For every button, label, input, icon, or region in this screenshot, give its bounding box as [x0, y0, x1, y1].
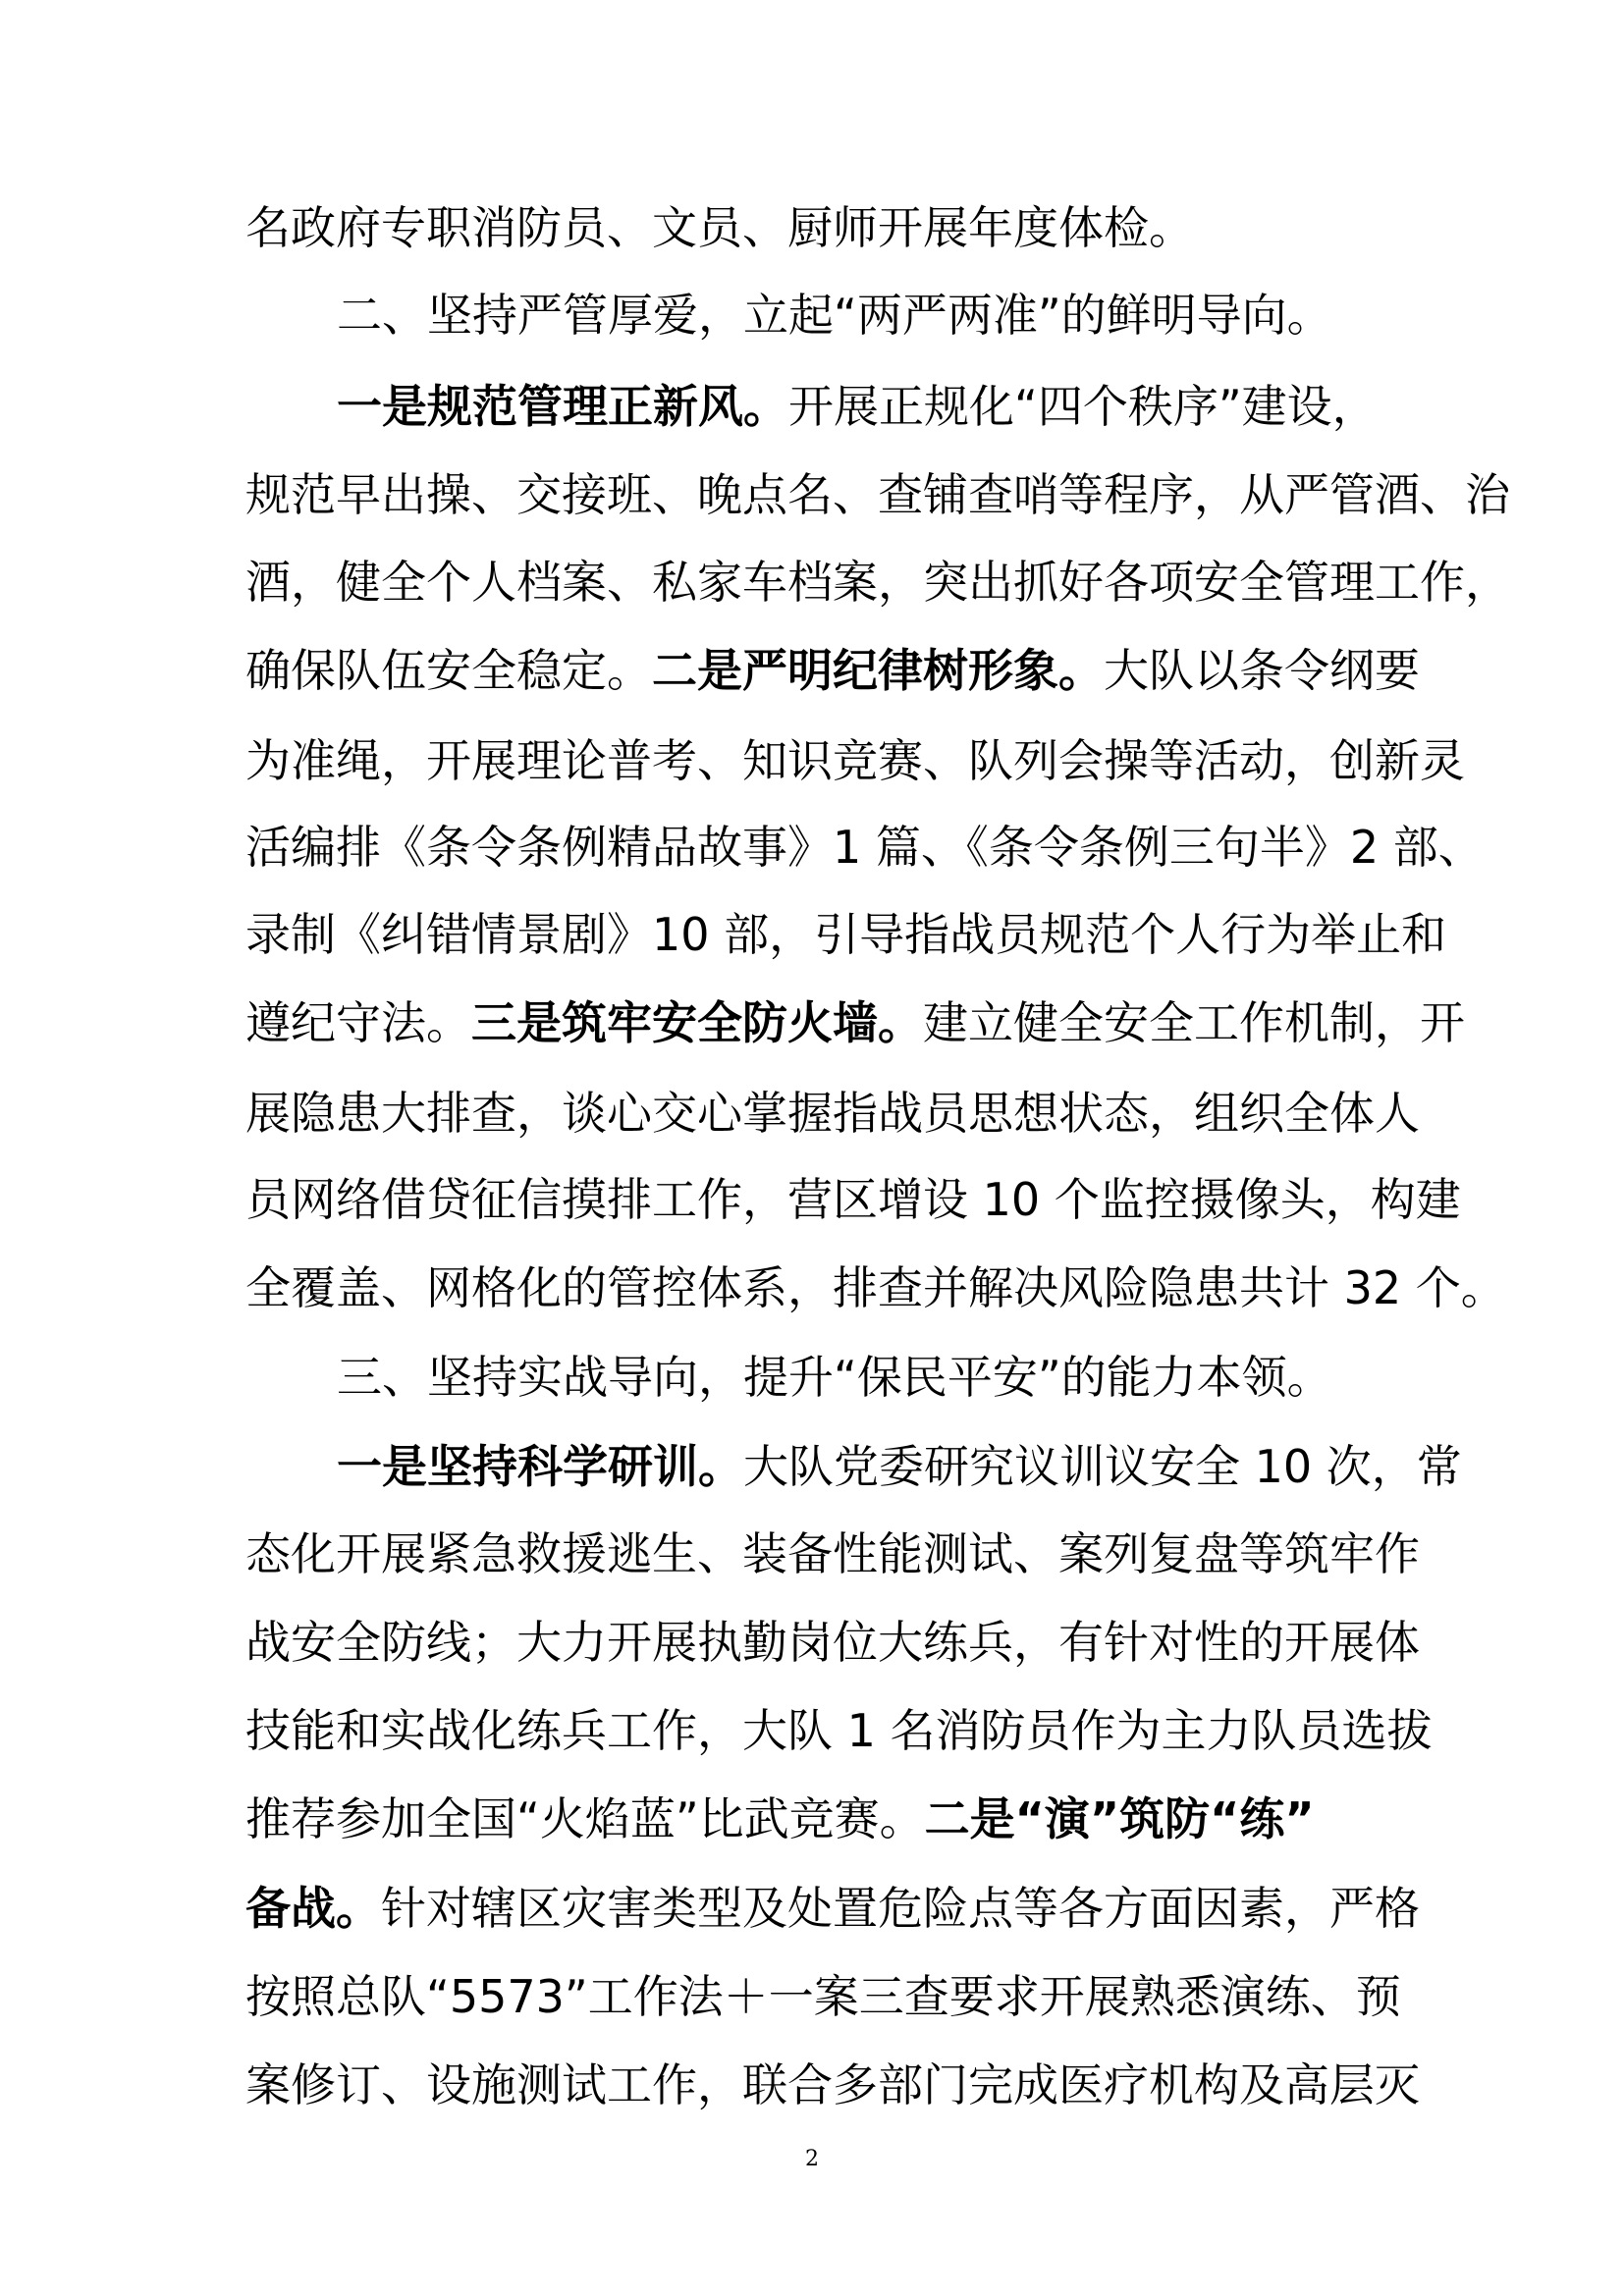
text-line: [245, 731, 1465, 790]
text-line: [245, 1701, 1433, 1760]
text-line: [245, 198, 1394, 257]
text-line: [337, 1348, 1486, 1407]
body-text: 战安全防线；大力开展执勤岗位大练兵，有针对性的开展体: [245, 1616, 1420, 1669]
text-line: [245, 993, 1465, 1052]
text-line: [245, 641, 1420, 700]
body-text: 建立健全安全工作机制，开: [923, 996, 1465, 1049]
text-line: [245, 818, 1484, 877]
body-text: 态化开展紧急救援逃生、装备性能测试、案列复盘等筑牢作: [245, 1527, 1420, 1580]
bold-heading-text: 二是“演”筑防“练”: [924, 1792, 1315, 1845]
body-text: 全覆盖、网格化的管控体系，排查并解决风险隐患共计 32 个。: [245, 1261, 1506, 1314]
text-line: [245, 1967, 1401, 2026]
text-line: [245, 465, 1510, 524]
body-text: 三、坚持实战导向，提升“保民平安”的能力本领。: [337, 1351, 1332, 1404]
body-text: 大队以条令纲要: [1104, 644, 1420, 697]
body-text: 技能和实战化练兵工作，大队 1 名消防员作为主力队员选拔: [245, 1704, 1433, 1757]
bold-heading-text: 二是严明纪律树形象。: [652, 644, 1104, 697]
bold-heading-text: 备战。: [245, 1882, 381, 1935]
body-text: 活编排《条令条例精品故事》1 篇、《条令条例三句半》2 部、: [245, 821, 1484, 874]
body-text: 确保队伍安全稳定。: [245, 644, 652, 697]
body-text: 二、坚持严管厚爱，立起“两严两准”的鲜明导向。: [337, 289, 1332, 342]
body-text: 展隐患大排查，谈心交心掌握指战员思想状态，组织全体人: [245, 1087, 1420, 1140]
bold-heading-text: 三是筑牢安全防火墙。: [471, 996, 923, 1049]
page-number: 2: [805, 2147, 819, 2171]
text-line: [245, 1789, 1394, 1848]
body-text: 名政府专职消防员、文员、厨师开展年度体检。: [245, 201, 1194, 254]
body-text: 为准绳，开展理论普考、知识竞赛、队列会操等活动，创新灵: [245, 734, 1465, 787]
text-line: [245, 905, 1447, 964]
text-line: [245, 1879, 1420, 1938]
text-line: [245, 1170, 1461, 1229]
body-text: 针对辖区灾害类型及处置危险点等各方面因素，严格: [381, 1882, 1420, 1935]
text-line: [245, 1258, 1506, 1317]
body-text: 推荐参加全国“火焰蓝”比武竞赛。: [245, 1792, 925, 1845]
text-line: [245, 1524, 1420, 1583]
body-text: 酒，健全个人档案、私家车档案，突出抓好各项安全管理工作，: [245, 556, 1510, 609]
bold-heading-text: 一是坚持科学研训。: [337, 1440, 743, 1493]
text-line: [245, 1084, 1420, 1143]
body-text: 开展正规化“四个秩序”建设，: [788, 380, 1378, 433]
body-text: 按照总队“5573”工作法＋一案三查要求开展熟悉演练、预: [245, 1970, 1401, 2023]
text-line: [337, 1437, 1486, 1496]
bold-heading-text: 一是规范管理正新风。: [337, 380, 788, 433]
text-line: [337, 377, 1486, 436]
text-line: [337, 286, 1486, 345]
body-text: 大队党委研究议训议安全 10 次，常: [743, 1440, 1462, 1493]
body-text: 规范早出操、交接班、晚点名、查铺查哨等程序，从严管酒、治: [245, 468, 1510, 521]
text-line: [245, 1613, 1420, 1672]
body-text: 员网络借贷征信摸排工作，营区增设 10 个监控摄像头，构建: [245, 1173, 1461, 1226]
text-line: [245, 553, 1510, 612]
body-text: 案修订、设施测试工作，联合多部门完成医疗机构及高层灭: [245, 2058, 1420, 2111]
text-line: [245, 2056, 1420, 2114]
body-text: 遵纪守法。: [245, 996, 471, 1049]
body-text: 录制《纠错情景剧》10 部，引导指战员规范个人行为举止和: [245, 908, 1447, 961]
